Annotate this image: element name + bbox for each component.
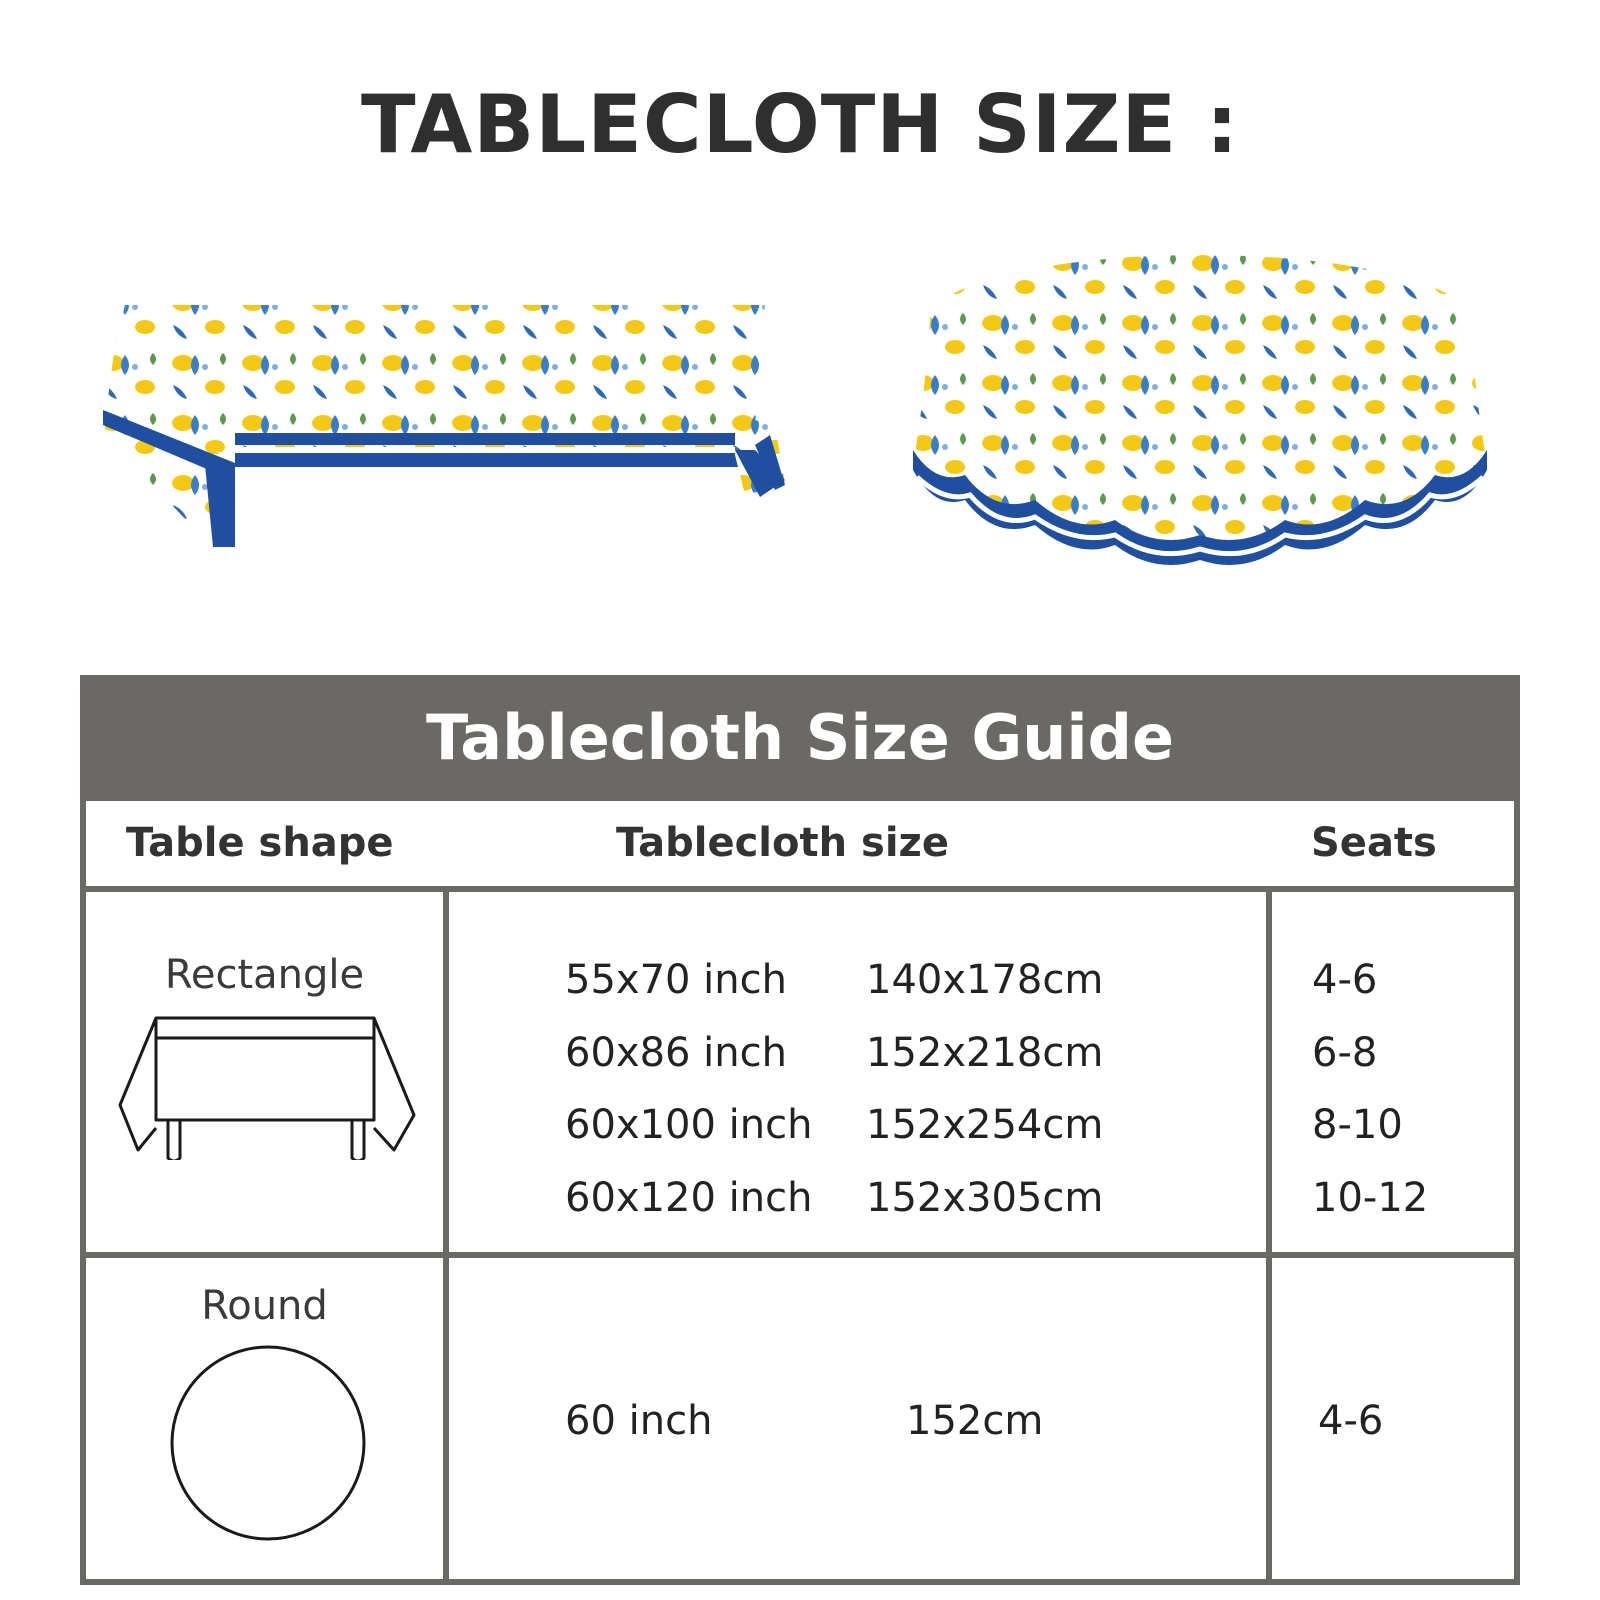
shape-label-rectangle: Rectangle (164, 952, 365, 998)
size-guide-table (80, 675, 1520, 1585)
seats-value: 8-10 (1312, 1102, 1403, 1148)
header-seats: Seats (1311, 820, 1437, 866)
size-cell-round (449, 1258, 1266, 1579)
shape-label-round: Round (201, 1283, 328, 1329)
seats-cell-rectangle (1272, 892, 1514, 1252)
header-tablecloth-size: Tablecloth size (616, 820, 949, 866)
rectangle-tablecloth-photo (95, 285, 795, 560)
size-inch: 60x100 inch (565, 1102, 813, 1148)
size-cell-rectangle (449, 892, 1266, 1252)
shape-cell-round (86, 1258, 443, 1579)
size-cm: 152cm (906, 1398, 1044, 1444)
page-title: TABLECLOTH SIZE : (361, 78, 1239, 171)
header-table-shape: Table shape (126, 820, 394, 866)
seats-value: 4-6 (1312, 957, 1378, 1003)
seats-value: 10-12 (1312, 1175, 1429, 1221)
size-cm: 152x305cm (866, 1175, 1104, 1221)
guide-title: Tablecloth Size Guide (425, 701, 1175, 774)
seats-value: 4-6 (1318, 1398, 1384, 1444)
size-cm: 140x178cm (866, 957, 1104, 1003)
seats-cell-round (1272, 1258, 1514, 1579)
size-cm: 152x254cm (866, 1102, 1104, 1148)
size-inch: 60x120 inch (565, 1175, 813, 1221)
size-cm: 152x218cm (866, 1030, 1104, 1076)
shape-cell-rectangle (86, 892, 443, 1252)
rectangle-table-icon (116, 1010, 416, 1160)
round-tablecloth-photo (905, 245, 1495, 575)
round-table-icon (168, 1343, 368, 1543)
size-inch: 55x70 inch (565, 957, 787, 1003)
size-inch: 60 inch (565, 1398, 713, 1444)
size-inch: 60x86 inch (565, 1030, 787, 1076)
table-header-row (86, 801, 1514, 886)
seats-value: 6-8 (1312, 1030, 1378, 1076)
